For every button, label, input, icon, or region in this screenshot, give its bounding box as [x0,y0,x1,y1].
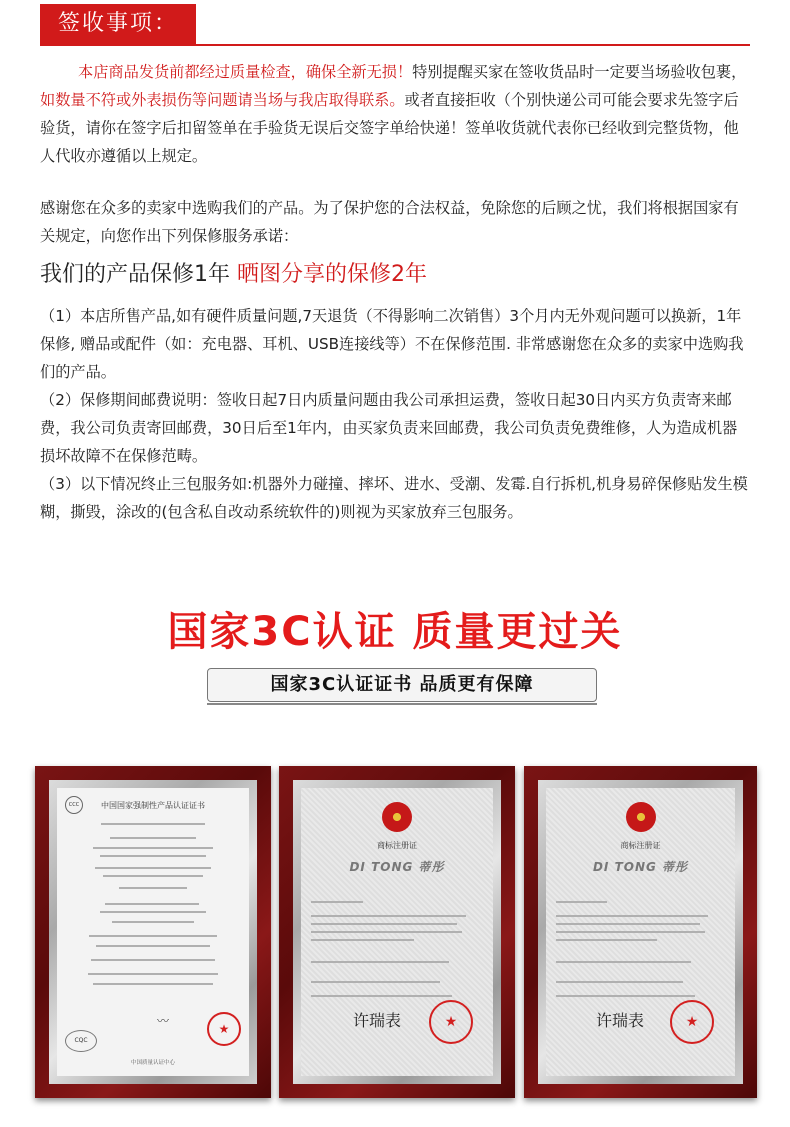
trademark-certificate-frame-1 [279,766,515,1098]
national-emblem-icon [382,802,412,832]
trademark-brand-2: DI TONG 蒂彤 [592,860,689,874]
warranty-heading-red: 晒图分享的保修2年 [237,262,427,287]
warranty-item-3: （3）以下情况终止三包服务如:机器外力碰撞、摔坏、进水、受潮、发霉.自行拆机,机身易碎保修贴发生模糊，撕毁，涂改的(包含私自改动系统软件的)则视为买家放弃三包服务。 [40,475,748,521]
header-divider [40,44,750,46]
trademark-title-1: 商标注册证 [377,841,417,850]
warranty-heading [40,258,427,292]
trademark-brand-1: DI TONG 蒂彤 [349,860,445,874]
intro-paragraph: 感谢您在众多的卖家中选购我们的产品。为了保护您的合法权益，免除您的后顾之忧，我们将根据国家有关规定，向您作出下列保修服务承诺： [40,199,739,245]
red-seal-icon: ★ [429,1000,473,1044]
red-seal-icon: ★ [670,1000,714,1044]
handwritten-signature: 〰 [157,1014,170,1028]
certification-banner-subtitle: 国家3C认证证书 品质更有保障 [207,668,597,702]
warranty-list [40,302,752,526]
warranty-item-2: （2）保修期间邮费说明：签收日起7日内质量问题由我公司承担运费，签收日起30日内买方负责寄来邮费，我公司负责寄回邮费，30日后至1年内，由买家负责来回邮费，我公司负责免费维修，人为造成机器损坏故障不在保修范畴。 [40,391,738,465]
ccc-issuer: 中国质量认证中心 [130,1060,175,1066]
national-emblem-icon [626,802,656,832]
warranty-item-1: （1）本店所售产品,如有硬件质量问题,7天退货（不得影响二次销售）3个月内无外观问题可以换新，1年保修, 赠品或配件（如：充电器、耳机、USB连接线等）不在保修范围. 非常感谢您在众多的卖家中选购我们的产品。 [40,307,744,381]
ccc-logo-icon: CCC [65,796,83,814]
subtitle-underline [207,703,597,705]
warranty-heading-main: 我们的产品保修1年 [40,262,230,287]
section-header: 签收事项： [40,4,196,44]
ccc-certificate-title: 中国国家强制性产品认证证书 [101,801,205,810]
notice-text-2: 或者直接拒收（个别快递公司可能会要求先签字后验货，请你在签字后扣留签单在手验货无误后交签字单给快递！签单收货就代表你已经收到完整货物，他人代收亦遵循以上规定。 [40,91,739,165]
trademark-signature-2: 许瑞表 [596,1011,645,1030]
ccc-certificate-frame [35,766,271,1098]
certification-banner-title: 国家3C认证 质量更过关 [167,609,623,655]
trademark-certificate-2 [546,788,735,1076]
trademark-signature-1: 许瑞表 [353,1011,402,1030]
trademark-title-2: 商标注册证 [620,841,661,850]
red-seal-icon: ★ [207,1012,241,1046]
receipt-notice [40,58,752,170]
notice-red-1: 本店商品发货前都经过质量检查，确保全新无损！ [78,63,413,81]
trademark-certificate-frame-2 [524,766,757,1098]
cqc-logo-icon: CQC [65,1030,97,1052]
trademark-certificate-1 [301,788,493,1076]
notice-text-1: 特别提醒买家在签收货品时一定要当场验收包裹， [412,63,747,81]
notice-red-2: 如数量不符或外表损伤等问题请当场与我店取得联系。 [40,91,405,109]
ccc-certificate [57,788,249,1076]
